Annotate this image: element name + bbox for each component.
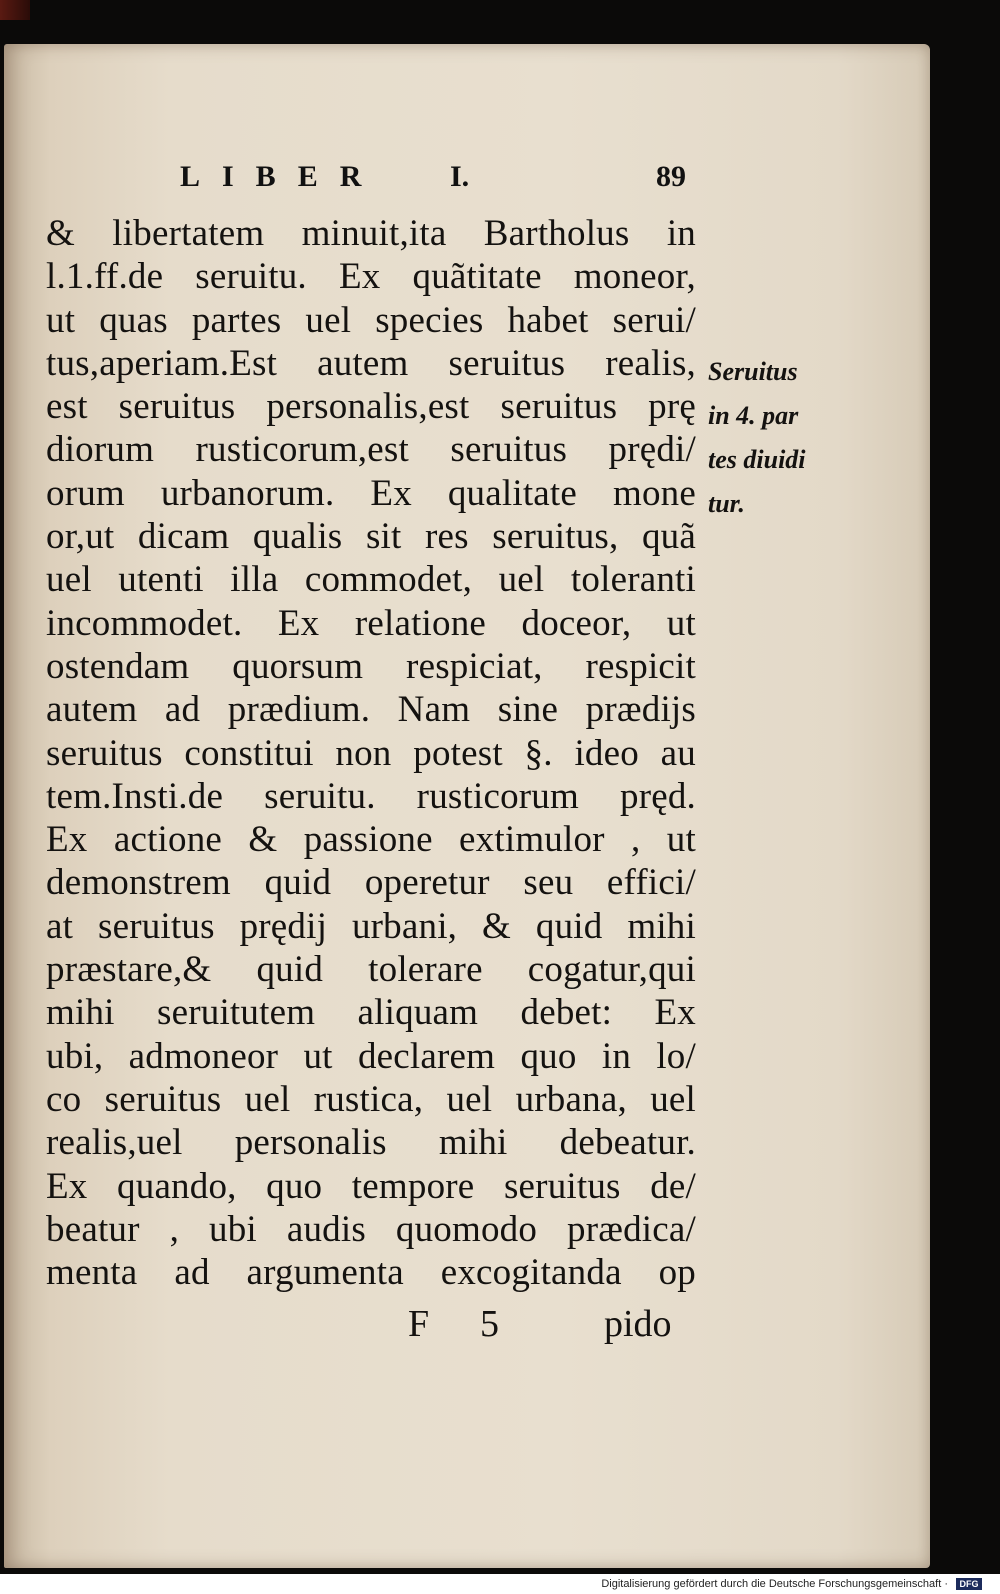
margin-note (708, 350, 838, 526)
margin-note-line: tur. (708, 489, 745, 518)
binding-edge (0, 0, 30, 20)
text-line: præstare,& quid tolerare cogatur,qui (46, 949, 696, 991)
text-line: Ex quando, quo tempore seruitus de/ (46, 1165, 696, 1207)
text-line: or,ut dicam qualis sit res seruitus, quã (46, 516, 696, 558)
digitization-footer (0, 1574, 1000, 1594)
text-line: at seruitus prędij urbani, & quid mihi (46, 905, 696, 947)
text-line: beatur , ubi audis quomodo prædica/ (46, 1208, 696, 1250)
text-line: incommodet. Ex relatione doceor, ut (46, 602, 696, 644)
body-text (46, 212, 696, 1294)
text-line: ubi, admoneor ut declarem quo in lo/ (46, 1035, 696, 1077)
text-line: diorum rusticorum,est seruitus prędi/ (46, 429, 696, 471)
running-head-title: LIBER (180, 160, 384, 193)
margin-note-line: tes diuidi (708, 445, 806, 474)
text-line: Ex actione & passione extimulor , ut (46, 819, 696, 861)
text-line: mihi seruitutem aliquam debet: Ex (46, 992, 696, 1034)
text-line: & libertatem minuit,ita Bartholus in (46, 213, 696, 254)
text-line: autem ad prædium. Nam sine prædijs (46, 689, 696, 731)
text-line: seruitus constitui non potest §. ideo au (46, 732, 696, 774)
text-line: ostendam quorsum respiciat, respicit (46, 645, 696, 687)
dfg-logo-icon: DFG (956, 1578, 982, 1590)
text-line: uel utenti illa commodet, uel toleranti (46, 559, 696, 601)
running-head-book-number: I. (450, 160, 470, 193)
text-line: menta ad argumenta excogitanda op (46, 1252, 696, 1294)
text-line: est seruitus personalis,est seruitus prę (46, 386, 696, 428)
footer-credit: Digitalisierung gefördert durch die Deutsche Forschungsgemeinschaft · (601, 1578, 948, 1590)
text-line: ut quas partes uel species habet serui/ (46, 299, 696, 341)
text-line: orum urbanorum. Ex qualitate mone (46, 472, 696, 514)
text-line: tem.Insti.de seruitu. rusticorum pręd. (46, 775, 696, 817)
text-line: realis,uel personalis mihi debeatur. (46, 1122, 696, 1164)
catchword: pido (604, 1303, 672, 1345)
margin-note-line: in 4. par (708, 401, 799, 430)
folio-number: 89 (656, 160, 686, 193)
text-line: l.1.ff.de seruitu. Ex quãtitate moneor, (46, 256, 696, 298)
signature-number: 5 (480, 1303, 499, 1345)
margin-note-line: Seruitus (708, 357, 798, 386)
text-line: demonstrem quid operetur seu effici/ (46, 862, 696, 904)
signature-letter: F (408, 1303, 430, 1345)
text-line: co seruitus uel rustica, uel urbana, uel (46, 1078, 696, 1120)
text-line: tus,aperiam.Est autem seruitus realis, (46, 342, 696, 384)
running-head (180, 160, 700, 200)
